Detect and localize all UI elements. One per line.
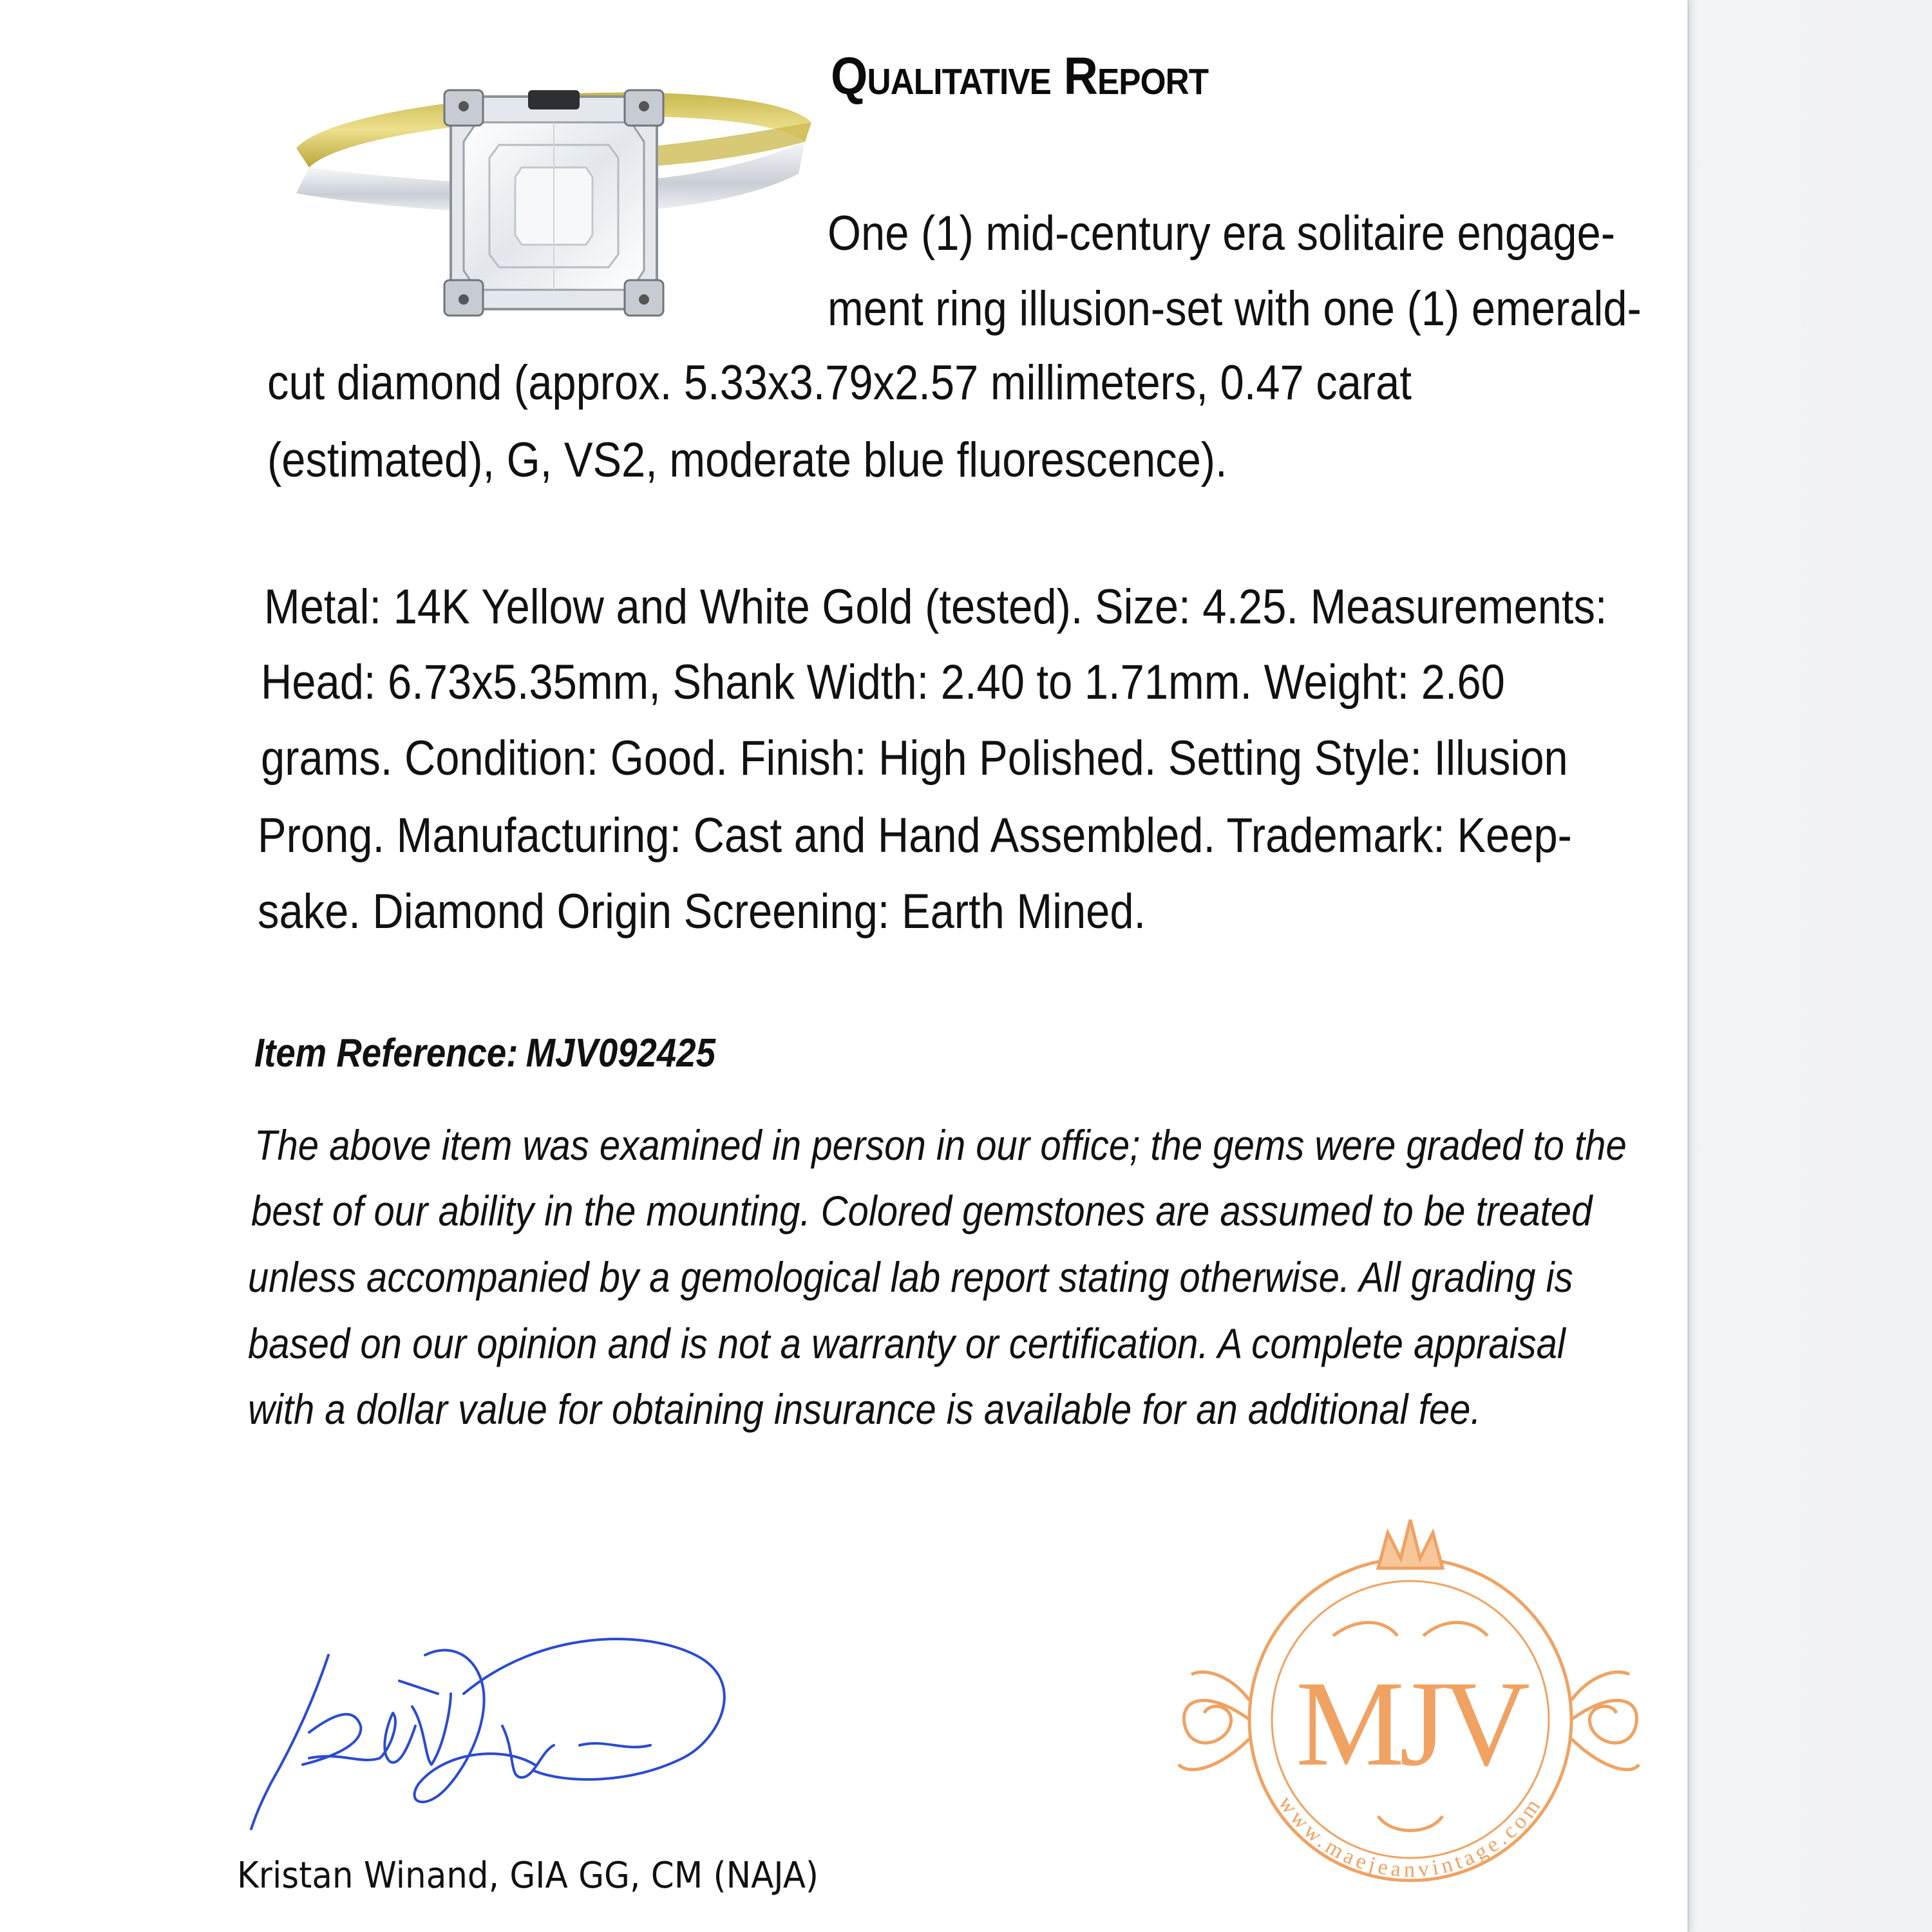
disclaimer-line-5: with a dollar value for obtaining insurance is available for an additional fee. — [248, 1385, 1481, 1433]
item-reference-value: MJV092425 — [526, 1031, 715, 1075]
ring-photo — [270, 45, 837, 328]
disclaimer-line-1: The above item was examined in person in our office; the gems were graded to the — [254, 1121, 1627, 1169]
spec-line-1: Metal: 14K Yellow and White Gold (tested). Size: 4.25. Measurements: — [264, 580, 1607, 634]
svg-text:www.maejeanvintage.com — [1274, 1792, 1548, 1882]
spec-line-4: Prong. Manufacturing: Cast and Hand Assembled. Trademark: Keep- — [258, 808, 1572, 863]
description-line-4: (estimated), G, VS2, moderate blue fluorescence). — [267, 433, 1227, 488]
item-reference — [254, 1030, 715, 1076]
seal-url: www.maejeanvintage.com — [1273, 1792, 1548, 1882]
spec-line-3: grams. Condition: Good. Finish: High Polished. Setting Style: Illusion — [261, 731, 1568, 786]
spec-line-2: Head: 6.73x5.35mm, Shank Width: 2.40 to 1.71mm. Weight: 2.60 — [261, 655, 1505, 710]
signer-name: Kristan Winand, GIA GG, CM (NAJA) — [237, 1855, 819, 1897]
item-reference-label: Item Reference: — [254, 1031, 518, 1075]
report-title: Qualitative Report — [831, 47, 1209, 106]
seal-monogram: MJV — [1295, 1656, 1526, 1792]
description-line-3: cut diamond (approx. 5.33x3.79x2.57 millimeters, 0.47 carat — [267, 355, 1412, 410]
mjv-seal-logo — [1166, 1507, 1642, 1932]
description-line-1: One (1) mid-century era solitaire engage- — [828, 206, 1615, 261]
description-line-2: ment ring illusion-set with one (1) emerald- — [828, 281, 1642, 336]
disclaimer-line-4: based on our opinion and is not a warranty or certification. A complete appraisal — [248, 1320, 1566, 1367]
signature — [232, 1616, 799, 1835]
spec-line-5: sake. Diamond Origin Screening: Earth Mined. — [258, 884, 1146, 939]
disclaimer-line-3: unless accompanied by a gemological lab report stating otherwise. All grading is — [248, 1253, 1573, 1301]
disclaimer-line-2: best of our ability in the mounting. Colored gemstones are assumed to be treated — [251, 1187, 1593, 1235]
